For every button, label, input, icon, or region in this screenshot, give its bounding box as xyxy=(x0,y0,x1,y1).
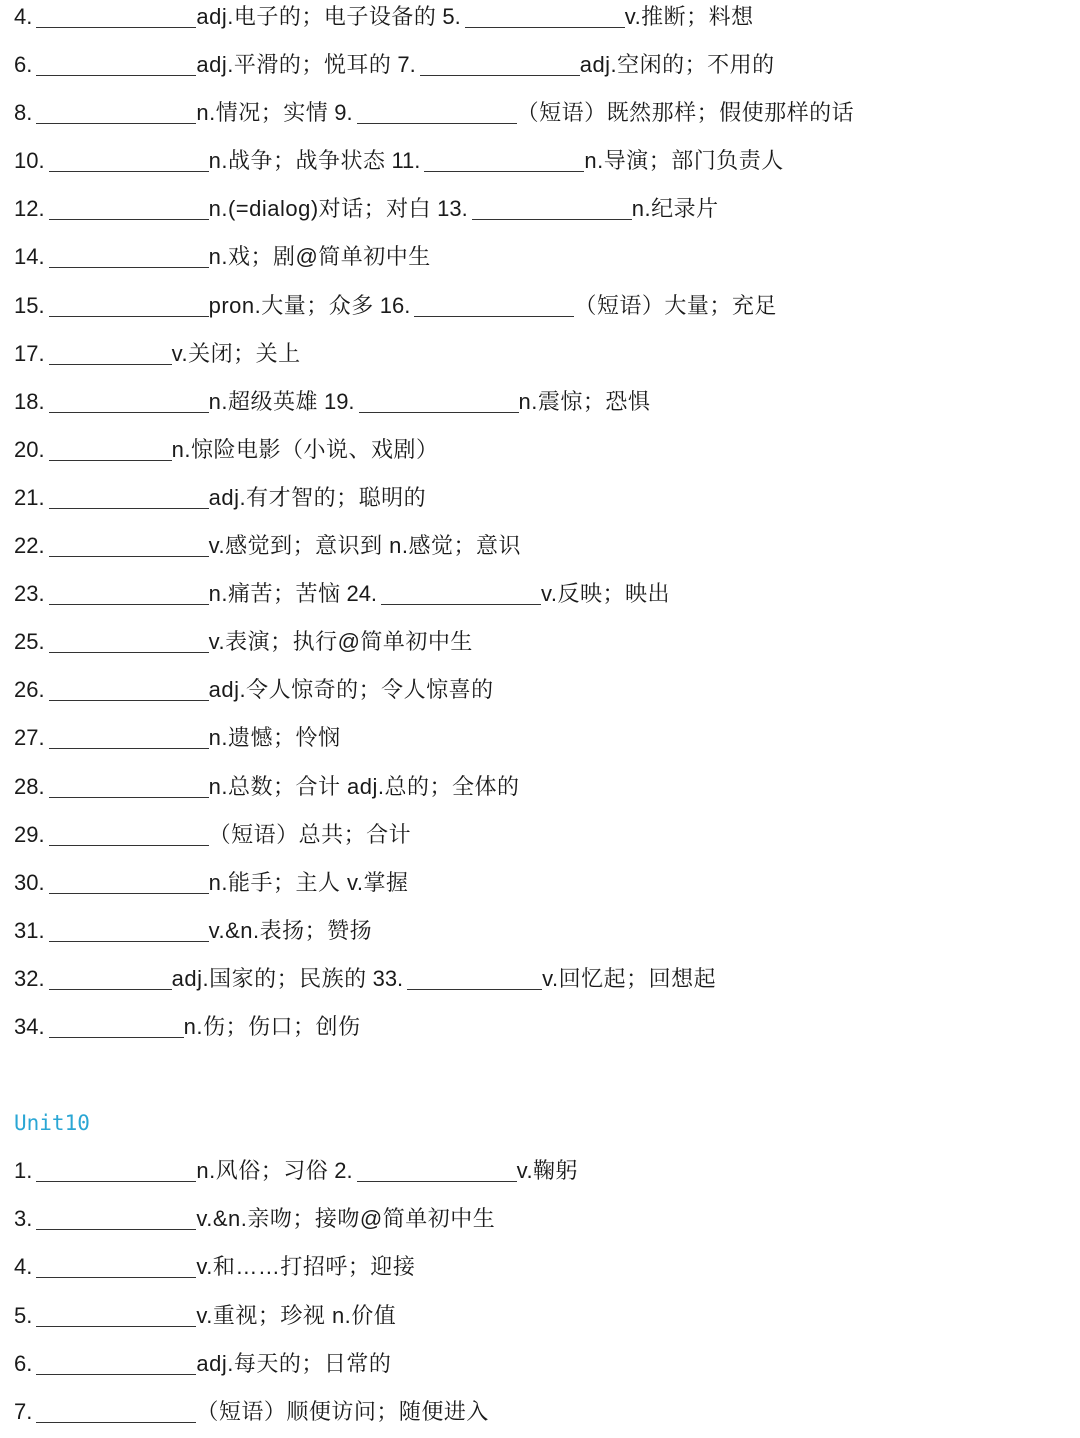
item-definition: （短语）总共；合计 xyxy=(208,821,412,847)
item-number: 19. xyxy=(323,388,355,414)
item-definition: adj.平滑的；悦耳的 xyxy=(196,52,392,78)
vocab-line xyxy=(14,1340,854,1388)
answer-blank[interactable] xyxy=(49,747,209,749)
answer-blank[interactable] xyxy=(36,74,196,76)
item-definition: n.战争；战争状态 xyxy=(208,148,386,174)
item-number: 18. xyxy=(14,388,45,414)
item-definition: v.重视；珍视 n.价值 xyxy=(196,1302,397,1328)
item-number: 21. xyxy=(14,484,45,510)
vocab-line xyxy=(14,955,854,1003)
answer-blank[interactable] xyxy=(357,122,517,124)
item-number: 7. xyxy=(397,52,416,78)
item-definition: n.伤；伤口；创伤 xyxy=(183,1013,361,1039)
unit9-section xyxy=(14,0,854,1051)
item-number: 20. xyxy=(14,436,45,462)
vocab-line xyxy=(14,185,854,233)
item-number: 3. xyxy=(14,1206,33,1232)
answer-blank[interactable] xyxy=(49,459,172,461)
item-number: 5. xyxy=(14,1302,33,1328)
answer-blank[interactable] xyxy=(36,1421,196,1423)
item-definition: v.&n.亲吻；接吻@简单初中生 xyxy=(196,1206,496,1232)
item-number: 22. xyxy=(14,533,45,559)
item-definition: n.导演；部门负责人 xyxy=(584,148,784,174)
answer-blank[interactable] xyxy=(49,507,209,509)
vocab-line xyxy=(14,282,854,330)
vocab-line xyxy=(14,714,854,762)
spacer xyxy=(14,1051,854,1099)
item-definition: v.和……打招呼；迎接 xyxy=(196,1254,416,1280)
answer-blank[interactable] xyxy=(49,796,209,798)
answer-blank[interactable] xyxy=(36,122,196,124)
item-definition: adj.国家的；民族的 xyxy=(171,965,367,991)
item-number: 4. xyxy=(14,4,33,29)
item-number: 24. xyxy=(346,581,378,607)
vocab-line xyxy=(14,1388,854,1436)
answer-blank[interactable] xyxy=(49,170,209,172)
item-definition: adj.有才智的；聪明的 xyxy=(208,484,427,510)
answer-blank[interactable] xyxy=(465,26,625,28)
answer-blank[interactable] xyxy=(359,411,519,413)
answer-blank[interactable] xyxy=(49,699,209,701)
item-definition: pron.大量；众多 xyxy=(208,292,374,318)
answer-blank[interactable] xyxy=(49,603,209,605)
worksheet xyxy=(14,0,854,1436)
item-number: 10. xyxy=(14,148,45,174)
vocab-line xyxy=(14,1003,854,1051)
item-definition: n.纪录片 xyxy=(631,196,719,222)
answer-blank[interactable] xyxy=(49,315,209,317)
vocab-line xyxy=(14,233,854,281)
item-number: 12. xyxy=(14,196,45,222)
answer-blank[interactable] xyxy=(49,266,209,268)
item-number: 14. xyxy=(14,244,45,270)
unit10-heading: Unit10 xyxy=(14,1111,90,1136)
answer-blank[interactable] xyxy=(381,603,541,605)
item-number: 4. xyxy=(14,1254,33,1280)
item-number: 11. xyxy=(391,148,421,174)
item-definition: n.(=dialog)对话；对白 xyxy=(208,196,432,222)
item-number: 17. xyxy=(14,340,45,366)
item-number: 13. xyxy=(437,196,468,222)
answer-blank[interactable] xyxy=(420,74,580,76)
item-definition: adj.每天的；日常的 xyxy=(196,1350,392,1376)
item-definition: n.戏；剧@简单初中生 xyxy=(208,244,431,270)
item-number: 23. xyxy=(14,581,45,607)
item-definition: v.表演；执行@简单初中生 xyxy=(208,629,473,655)
vocab-line xyxy=(14,811,854,859)
item-number: 16. xyxy=(379,292,411,318)
item-definition: （短语）既然那样；假使那样的话 xyxy=(516,100,855,126)
answer-blank[interactable] xyxy=(36,26,196,28)
vocab-line xyxy=(14,89,854,137)
vocab-line xyxy=(14,474,854,522)
item-definition: n.能手；主人 v.掌握 xyxy=(208,869,409,895)
item-definition: v.感觉到；意识到 n.感觉；意识 xyxy=(208,533,522,559)
vocab-line xyxy=(14,570,854,618)
answer-blank[interactable] xyxy=(36,1276,196,1278)
answer-blank[interactable] xyxy=(407,988,542,990)
answer-blank[interactable] xyxy=(49,555,209,557)
vocab-line xyxy=(14,522,854,570)
answer-blank[interactable] xyxy=(49,892,209,894)
answer-blank[interactable] xyxy=(472,218,632,220)
item-definition: adj.令人惊奇的；令人惊喜的 xyxy=(208,677,494,703)
vocab-line xyxy=(14,859,854,907)
answer-blank[interactable] xyxy=(49,363,172,365)
vocab-line xyxy=(14,378,854,426)
item-number: 27. xyxy=(14,725,45,751)
item-number: 32. xyxy=(14,965,45,991)
answer-blank[interactable] xyxy=(49,218,209,220)
item-number: 25. xyxy=(14,629,45,655)
vocab-line xyxy=(14,137,854,185)
item-number: 5. xyxy=(442,4,461,29)
item-definition: n.震惊；恐惧 xyxy=(518,388,651,414)
answer-blank[interactable] xyxy=(36,1325,196,1327)
item-definition: n.总数；合计 adj.总的；全体的 xyxy=(208,773,520,799)
item-definition: v.关闭；关上 xyxy=(171,340,301,366)
item-definition: n.痛苦；苦恼 xyxy=(208,581,341,607)
item-definition: v.&n.表扬；赞扬 xyxy=(208,917,373,943)
vocab-line xyxy=(14,1292,854,1340)
vocab-line xyxy=(14,426,854,474)
item-definition: （短语）大量；充足 xyxy=(574,292,777,318)
item-number: 34. xyxy=(14,1013,45,1039)
item-definition: adj.电子的；电子设备的 xyxy=(196,4,437,29)
answer-blank[interactable] xyxy=(49,1036,184,1038)
answer-blank[interactable] xyxy=(357,1180,517,1182)
vocab-line xyxy=(14,330,854,378)
vocab-line xyxy=(14,1147,854,1195)
vocab-line xyxy=(14,763,854,811)
answer-blank[interactable] xyxy=(49,844,209,846)
answer-blank[interactable] xyxy=(36,1228,196,1230)
item-number: 6. xyxy=(14,1350,33,1376)
item-number: 6. xyxy=(14,52,33,78)
unit10-section xyxy=(14,1147,854,1436)
answer-blank[interactable] xyxy=(36,1180,196,1182)
item-number: 28. xyxy=(14,773,45,799)
item-number: 1. xyxy=(14,1158,33,1184)
item-definition: v.反映；映出 xyxy=(541,581,671,607)
item-definition: v.鞠躬 xyxy=(516,1158,579,1184)
item-definition: v.回忆起；回想起 xyxy=(542,965,717,991)
item-number: 15. xyxy=(14,292,45,318)
item-definition: n.风俗；习俗 xyxy=(196,1158,329,1184)
answer-blank[interactable] xyxy=(49,651,209,653)
vocab-line xyxy=(14,618,854,666)
item-definition: adj.空闲的；不用的 xyxy=(579,52,775,78)
item-number: 2. xyxy=(334,1158,353,1184)
answer-blank[interactable] xyxy=(49,940,209,942)
item-number: 30. xyxy=(14,869,45,895)
item-number: 29. xyxy=(14,821,45,847)
vocab-line xyxy=(14,0,854,41)
vocab-line xyxy=(14,907,854,955)
item-number: 33. xyxy=(372,965,404,991)
vocab-line xyxy=(14,1243,854,1291)
answer-blank[interactable] xyxy=(414,315,574,317)
answer-blank[interactable] xyxy=(49,411,209,413)
item-number: 31. xyxy=(14,917,45,943)
item-definition: n.遗憾；怜悯 xyxy=(208,725,341,751)
answer-blank[interactable] xyxy=(424,170,584,172)
item-definition: n.惊险电影（小说、戏剧） xyxy=(171,436,439,462)
answer-blank[interactable] xyxy=(36,1373,196,1375)
vocab-line xyxy=(14,666,854,714)
vocab-line xyxy=(14,1195,854,1243)
item-number: 26. xyxy=(14,677,45,703)
item-definition: n.情况；实情 xyxy=(196,100,329,126)
item-number: 8. xyxy=(14,100,33,126)
vocab-line xyxy=(14,41,854,89)
answer-blank[interactable] xyxy=(49,988,172,990)
item-definition: v.推断；料想 xyxy=(624,4,754,29)
item-definition: n.超级英雄 xyxy=(208,388,318,414)
item-number: 7. xyxy=(14,1398,33,1424)
item-definition: （短语）顺便访问；随便进入 xyxy=(196,1398,489,1424)
item-number: 9. xyxy=(334,100,353,126)
